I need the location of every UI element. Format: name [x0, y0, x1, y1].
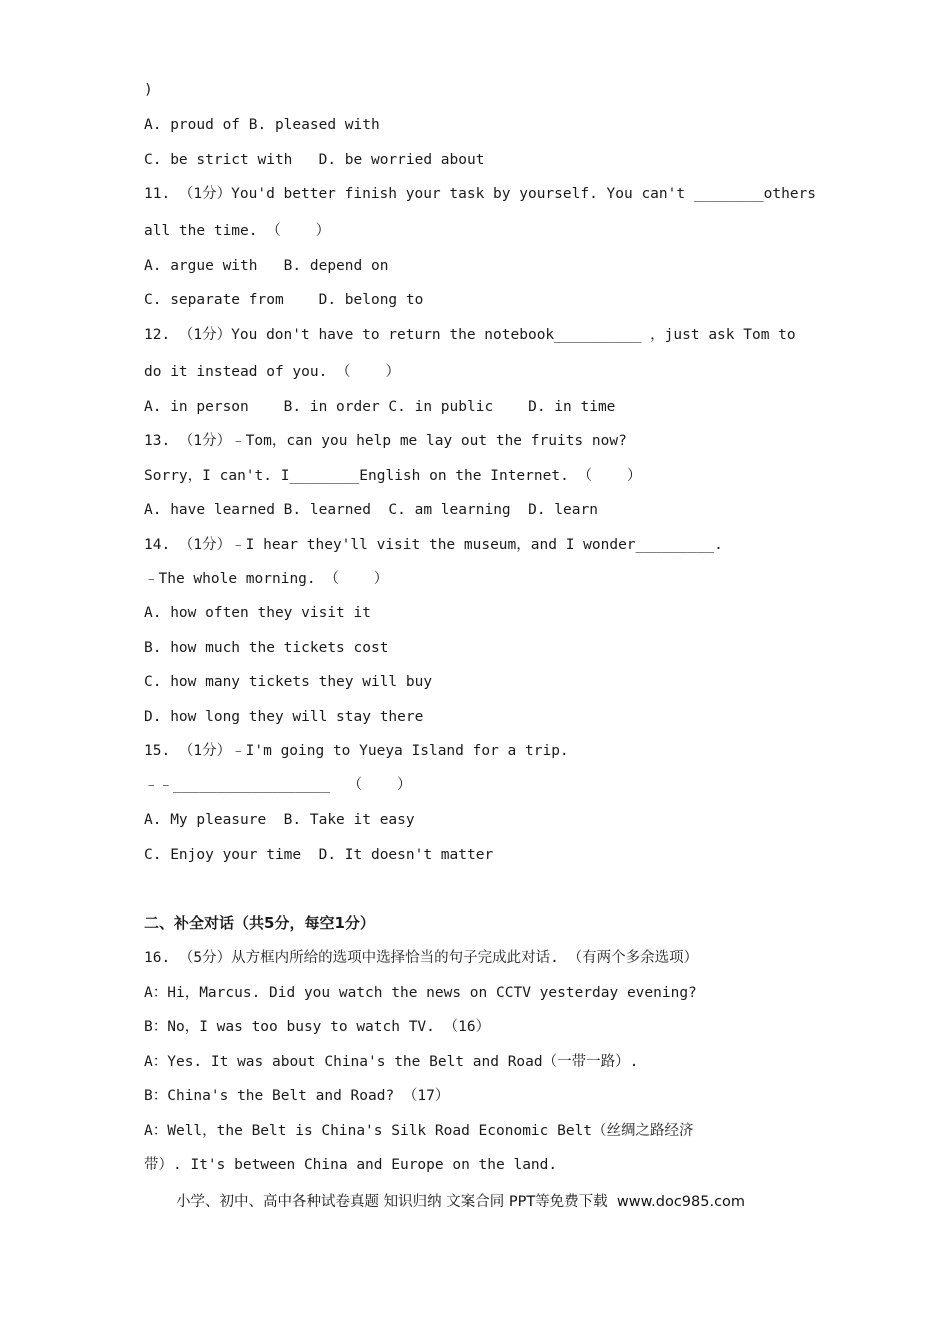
- text-line: ): [144, 82, 153, 98]
- text-line: ﹣﹣__________________ （ ）: [144, 777, 412, 793]
- text-line: ﹣The whole morning. （ ）: [144, 571, 389, 587]
- footer-text: 小学、初中、高中各种试卷真题 知识归纳 文案合同 PPT等免费下载 www.doc985.com: [176, 1194, 746, 1210]
- dialogue-line: B：China's the Belt and Road? （17）: [144, 1088, 450, 1104]
- dialogue-line: A：Hi，Marcus. Did you watch the news on CCTV yesterday evening?: [144, 985, 697, 1001]
- option-line: A. My pleasure B. Take it easy: [144, 812, 415, 828]
- question-11: 11. （1分）You'd better finish your task by yourself. You can't ________others: [144, 186, 817, 202]
- option-line: A. in person B. in order C. in public D. in time: [144, 399, 616, 415]
- dialogue-line: A：Well，the Belt is China's Silk Road Economic Belt（丝绸之路经济: [144, 1123, 694, 1139]
- option-line: A. proud of B. pleased with: [144, 117, 380, 133]
- text-line: Sorry，I can't. I________English on the Internet. （ ）: [144, 468, 642, 484]
- option-line: C. Enjoy your time D. It doesn't matter: [144, 847, 494, 863]
- option-line: A. how often they visit it: [144, 605, 371, 621]
- question-13: 13. （1分）﹣Tom，can you help me lay out the fruits now?: [144, 433, 627, 449]
- option-line: D. how long they will stay there: [144, 709, 424, 725]
- question-15: 15. （1分）﹣I'm going to Yueya Island for a trip.: [144, 743, 569, 759]
- question-14: 14. （1分）﹣I hear they'll visit the museum，and I wonder_________.: [144, 537, 723, 553]
- option-line: C. separate from D. belong to: [144, 292, 424, 308]
- question-12: 12. （1分）You don't have to return the notebook__________ ，just ask Tom to: [144, 327, 796, 343]
- option-line: C. be strict with D. be worried about: [144, 152, 485, 168]
- question-16: 16. （5分）从方框内所给的选项中选择恰当的句子完成此对话. （有两个多余选项）: [144, 950, 699, 966]
- dialogue-line: 带）. It's between China and Europe on the land.: [144, 1157, 558, 1173]
- section-heading: 二、补全对话（共5分，每空1分）: [144, 914, 375, 932]
- text-line: do it instead of you. （ ）: [144, 364, 400, 380]
- dialogue-line: A：Yes. It was about China's the Belt and Road（一带一路）.: [144, 1054, 639, 1070]
- option-line: B. how much the tickets cost: [144, 640, 389, 656]
- text-line: all the time. （ ）: [144, 223, 331, 239]
- option-line: C. how many tickets they will buy: [144, 674, 433, 690]
- dialogue-line: B：No，I was too busy to watch TV. （16）: [144, 1019, 491, 1035]
- option-line: A. have learned B. learned C. am learning D. learn: [144, 502, 598, 518]
- option-line: A. argue with B. depend on: [144, 258, 389, 274]
